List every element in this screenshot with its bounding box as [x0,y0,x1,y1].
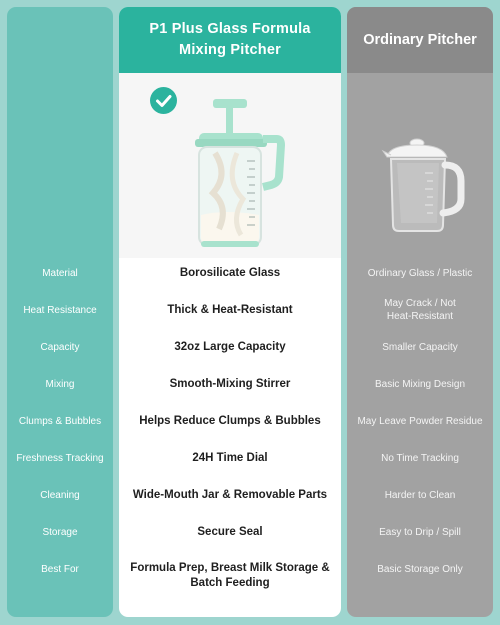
p1-product-column [119,7,341,617]
ordinary-best-for: Basic Storage Only [377,563,463,575]
label-material: Material [42,267,78,279]
ordinary-clumps-bubbles: May Leave Powder Residue [357,415,483,427]
p1-clumps-bubbles: Helps Reduce Clumps & Bubbles [139,414,321,427]
ordinary-storage: Easy to Drip / Spill [379,526,461,538]
ordinary-column-header: Ordinary Pitcher [347,7,493,73]
p1-mixing: Smooth-Mixing Stirrer [169,377,291,390]
ordinary-freshness-tracking: No Time Tracking [381,452,459,464]
p1-best-for: Formula Prep, Breast Milk Storage & Batch Feeding [130,562,330,589]
ordinary-capacity: Smaller Capacity [382,341,458,353]
ordinary-mixing: Basic Mixing Design [374,378,466,390]
label-best-for: Best For [41,563,79,575]
label-freshness-tracking: Freshness Tracking [16,452,104,464]
ordinary-heat-resistance: May Crack / Not Heat-Resistant [384,298,456,322]
p1-freshness-tracking: 24H Time Dial [192,451,268,464]
label-clumps-bubbles: Clumps & Bubbles [18,415,102,427]
label-capacity: Capacity [40,341,80,353]
feature-label-column [7,7,113,617]
p1-capacity: 32oz Large Capacity [174,340,286,353]
label-mixing: Mixing [45,378,75,390]
label-storage: Storage [42,526,78,538]
ordinary-pitcher-column [347,7,493,617]
glass-mixing-pitcher-image [185,95,285,255]
p1-heat-resistance: Thick & Heat-Resistant [167,303,293,316]
p1-storage: Secure Seal [197,525,263,538]
p1-material: Borosilicate Glass [179,266,281,279]
label-heat-resistance: Heat Resistance [23,304,97,316]
ordinary-cleaning: Harder to Clean [384,489,456,501]
p1-cleaning: Wide-Mouth Jar & Removable Parts [132,488,328,501]
check-circle-icon [150,87,177,114]
ordinary-material: Ordinary Glass / Plastic [367,267,473,279]
p1-column-header: P1 Plus Glass Formula Mixing Pitcher [119,7,341,73]
ordinary-pitcher-image [381,131,465,235]
label-cleaning: Cleaning [40,489,80,501]
